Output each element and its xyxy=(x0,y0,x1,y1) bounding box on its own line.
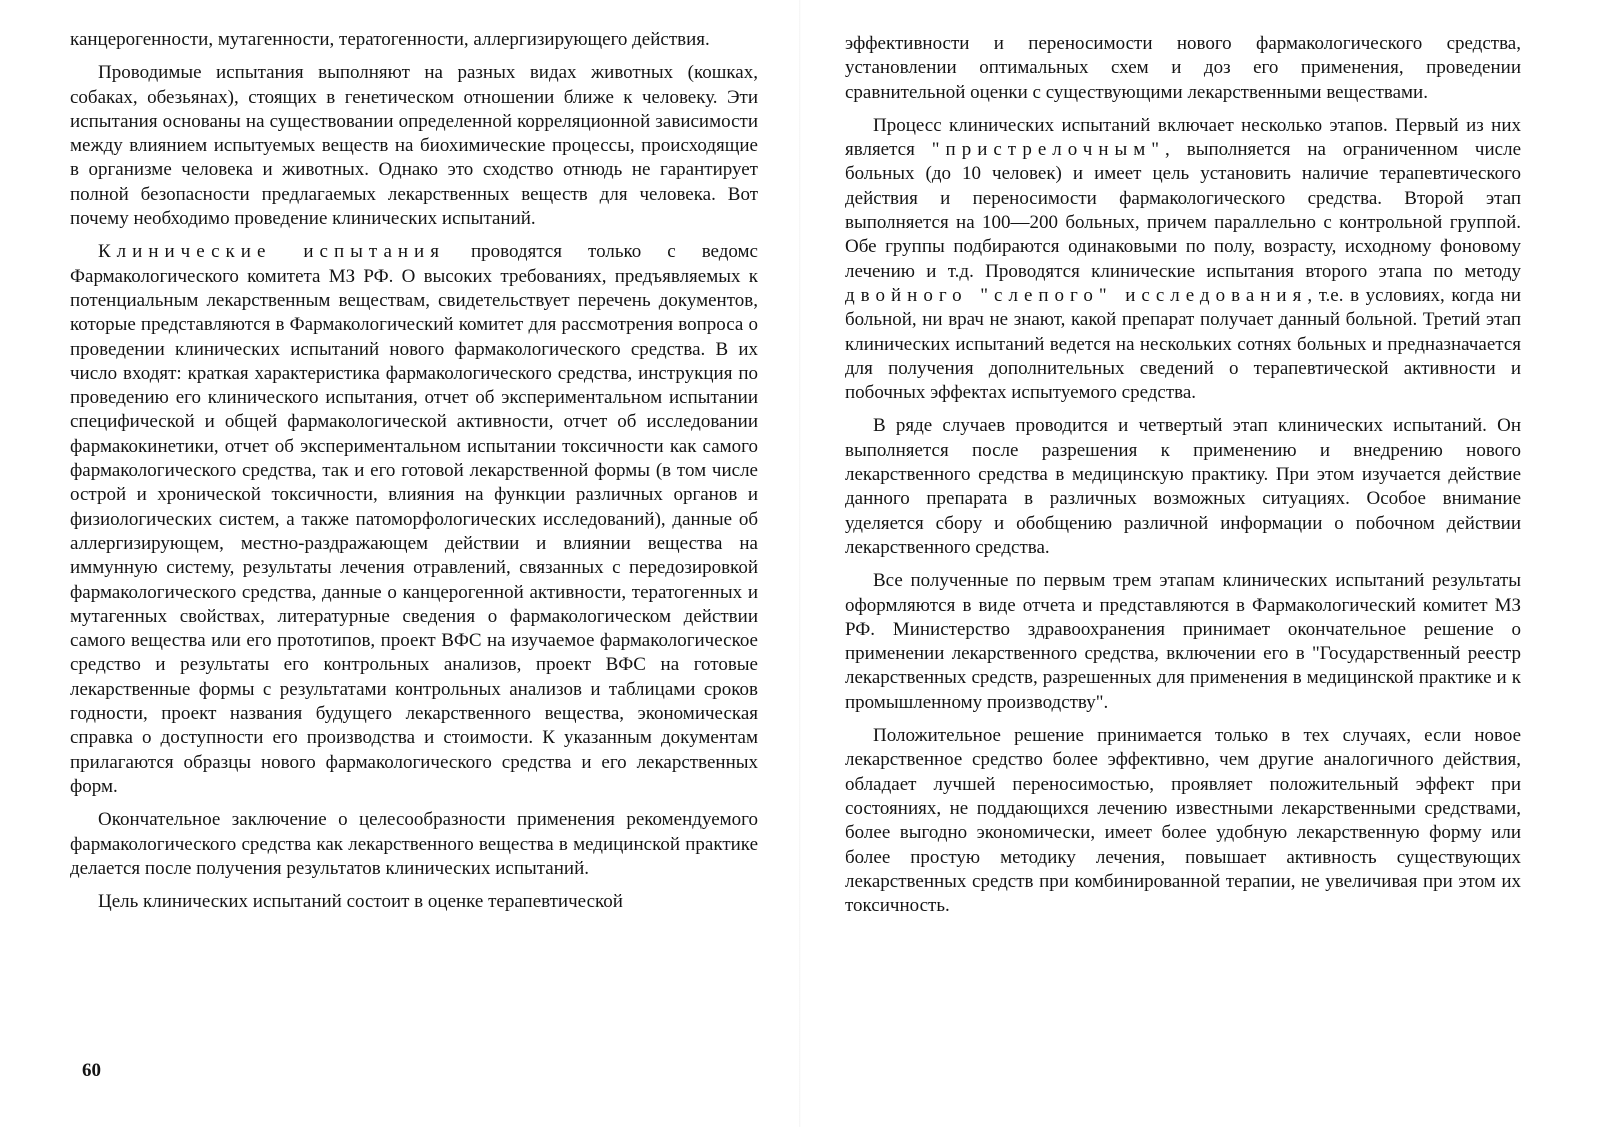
paragraph xyxy=(70,240,758,799)
paragraph-fragment: , т.е. в условиях, когда ни больной, ни врач не знают, какой препарат получает данный больной. Третий этап клинических испытаний ведется на нескольких сотнях больных и предназначается для получения дополнительных сведений о терапевтической активности и побочных эффектах испытуемого средства. xyxy=(845,284,1521,404)
right-page xyxy=(800,0,1600,1127)
paragraph-fragment: Процесс клинических испытаний включает несколько этапов. Первый из них является xyxy=(845,114,1521,161)
paragraph-fragment: проводятся только с xyxy=(444,241,676,263)
paragraph-fragment: , выполняется на ограниченном числе больных (до 10 человек) и имеет цель установить наличие терапевтического действия и переносимости фармакологического средства. Второй этап выполняется на 100—200 больных, причем параллельно с контрольной группой. Обе группы подбираются одинаковыми по полу, возрасту, исходному фоновому лечению и т.д. Проводятся клинические испытания второго этапа по методу xyxy=(845,139,1522,282)
paragraph-fragment: ведомс Фармакологического комитета МЗ РФ. О высоких требованиях, предъявляемых к потенциальным лекарственным веществам, свидетельствует перечень документов, которые представляются в Фармакологический комитет для рассмотрения вопроса о проведении клинических испытаний нового фармакологического средства. В их число входят: краткая характеристика фармакологического средства, инструкция по проведению его клинического испытания, отчет об экспериментальном испытании специфической и общей фармакологической активности, отчет об исследовании фармакокинетики, отчет об экспериментальном испытании токсичности как самого фармакологического средства, так и его готовой лекарственной формы (в том числе острой и хронической токсичности, влияния на функции различных органов и физиологических систем, а также патоморфологических исследований), данные об аллергизирующем, местно-раздражающем действии и влиянии вещества на иммунную систему, результаты лечения отравлений, связанных с передозировкой фармакологического средства, данные о канцерогенной активности, тератогенных и мутагенных свойствах, литературные сведения о фармакологическом действии самого вещества или его прототипов, проект ВФС на изучаемое фармакологическое средство и результаты его контрольных анализов, проект ВФС на готовые лекарственные формы с результатами контрольных анализов и таблицами сроков годности, проект названия будущего лекарственного вещества, экономическая справка о доступности его производства и стоимости. К указанным документам прилагаются образцы нового фармакологического средства и его лекарственных форм. xyxy=(70,241,758,797)
paragraph: Окончательное заключение о целесообразности применения рекомендуемого фармакологического средства как лекарственного вещества в медицинской практике делается после получения результатов клинических испытаний. xyxy=(70,809,758,879)
paragraph: Проводимые испытания выполняют на разных видах животных (кошках, собаках, обезьянах), стоящих в генетическом отношении ближе к человеку. Эти испытания основаны на существовании определенной корреляционной зависимости между влиянием испытуемых веществ на биохимические процессы, происходящие в организме человека и животных. Однако это сходство отнюдь не гарантирует полной безопасности предлагаемых лекарственных веществ для человека. Вот почему необходимо проведение клинических испытаний. xyxy=(70,62,758,230)
paragraph: Цель клинических испытаний состоит в оценке терапевтической xyxy=(98,891,623,913)
paragraph: Все полученные по первым трем этапам клинических испытаний результаты оформляются в виде отчета и представляются в Фармакологический комитет МЗ РФ. Министерство здравоохранения принимает окончательное решение о применении лекарственного средства, включении его в "Государственный реестр лекарственных средств, разрешенных для применения в медицинской практике и к промышленному производству". xyxy=(845,570,1521,713)
emphasized-term: двойного "слепого" исследования xyxy=(845,284,1308,306)
paragraph: эффективности и переносимости нового фармакологического средства, установлении оптимальных схем и доз его применения, проведении сравнительной оценки с существующими лекарственными веществами. xyxy=(845,33,1521,103)
paragraph: В ряде случаев проводится и четвертый этап клинических испытаний. Он выполняется после разрешения к применению и внедрению нового лекарственного средства в медицинскую практику. При этом изучается действие данного препарата в различных возможных ситуациях. Особое внимание уделяется сбору и обобщению различной информации о побочном действии лекарственного средства. xyxy=(845,415,1521,558)
page-number: 60 xyxy=(82,1060,101,1081)
paragraph xyxy=(845,114,1521,406)
emphasized-term: Клинические испытания xyxy=(98,241,445,263)
right-text-column xyxy=(845,32,1521,927)
paragraph: Положительное решение принимается только в тех случаях, если новое лекарственное средство более эффективно, чем другие аналогичного действия, обладает лучшей переносимостью, проявляет положительный эффект при состояниях, не поддающихся лечению известными лекарственными средствами, более выгодно экономически, имеет более удобную лекарственную форму или более простую методику лечения, повышает активность существующих лекарственных средств при комбинированной терапии, не увеличивая при этом их токсичность. xyxy=(845,725,1521,917)
emphasized-term: "пристрелочным" xyxy=(931,139,1166,161)
paragraph: канцерогенности, мутагенности, тератогенности, аллергизирующего действия. xyxy=(70,29,710,50)
left-text-column xyxy=(70,28,758,923)
